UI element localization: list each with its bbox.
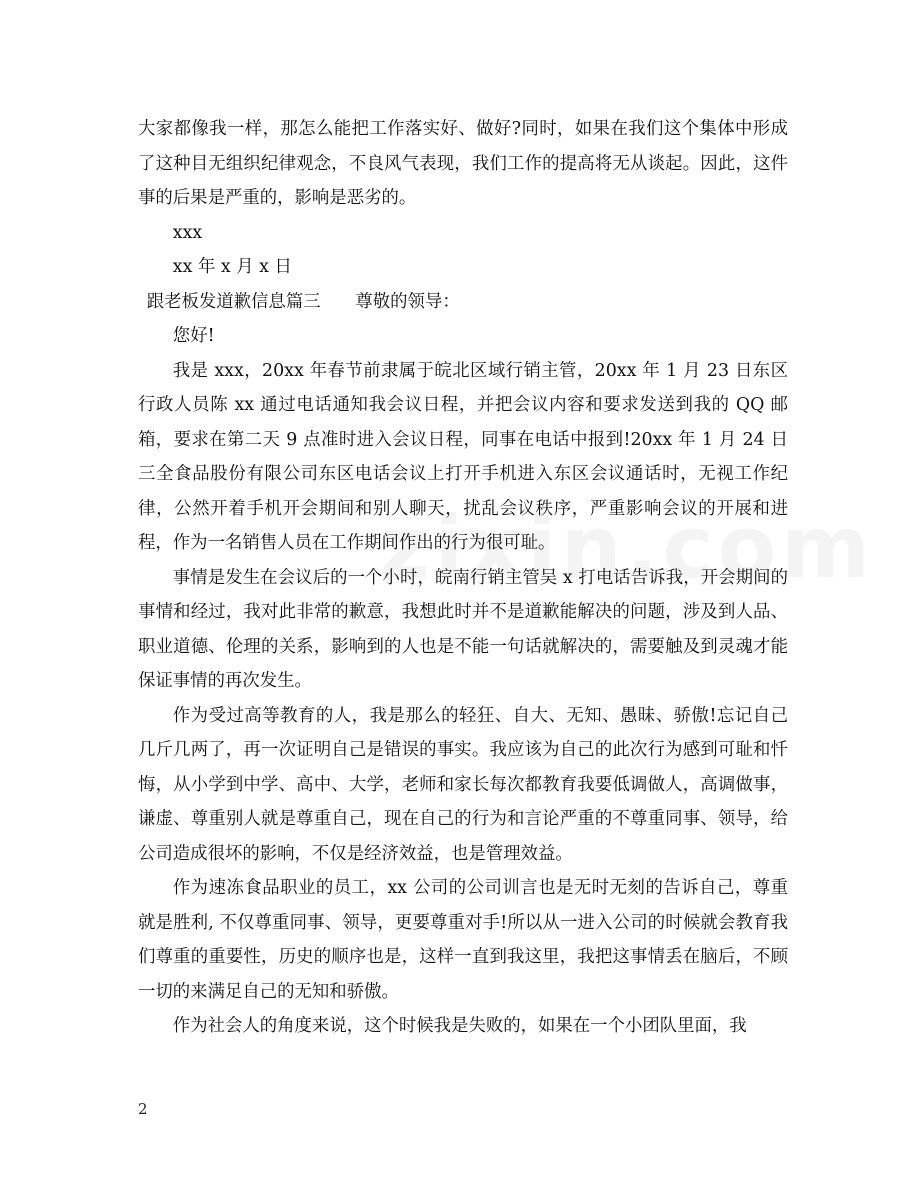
paragraph: 作为速冻食品职业的员工，xx 公司的公司训言也是无时无刻的告诉自己，尊重就是胜利, 不仅尊重同事、领导，更要尊重对手!所以从一进入公司的时候就会教育我们尊重的重要性，历史的顺序也是，这样一直到我这里，我把这事情丢在脑后，不顾一切的来满足自己的无知和骄傲。	[138, 878, 788, 1002]
signature-name: xxx	[172, 222, 203, 243]
paragraph: 事情是发生在会议后的一个小时，皖南行销主管吴 x 打电话告诉我，开会期间的事情和经过，我对此非常的歉意，我想此时并不是道歉能解决的问题，涉及到人品、职业道德、伦理的关系，影响到的人也是不能一句话就解决的，需要触及到灵魂才能保证事情的再次发生。	[138, 567, 788, 691]
paragraph: 作为社会人的角度来说，这个时候我是失败的，如果在一个小团队里面，我	[172, 1016, 747, 1036]
paragraph-continuation: 大家都像我一样，那怎么能把工作落实好、做好?同时，如果在我们这个集体中形成了这种目无组织纪律观念，不良风气表现，我们工作的提高将无从谈起。因此，这件事的后果是严重的，影响是恶劣的。	[138, 119, 788, 208]
paragraph: 作为受过高等教育的人，我是那么的轻狂、自大、无知、愚昧、骄傲!忘记自己几斤几两了，再一次证明自己是错误的事实。我应该为自己的此次行为感到可耻和忏悔，从小学到中学、高中、大学，老师和家长每次都教育我要低调做人，高调做事，谦虚、尊重别人就是尊重自己，现在自己的行为和言论严重的不尊重同事、领导，给公司造成很坏的影响，不仅是经济效益，也是管理效益。	[138, 705, 788, 864]
section-heading: 跟老板发道歉信息篇三 尊敬的领导：	[146, 291, 460, 312]
signature-date: xx 年 x 月 x 日	[172, 257, 292, 277]
paragraph: 我是 xxx，20xx 年春节前隶属于皖北区域行销主管，20xx 年 1 月 23 日东区行政人员陈 xx 通过电话通知我会议日程，并把会议内容和要求发送到我的 QQ 邮箱，要求在第二天 9 点准时进入会议日程，同事在电话中报到!20xx 年 1 月 24 日三全食品股份有限公司东区电话会议上打开手机进入东区会议通话时，无视工作纪律，公然开着手机开会期间和别人聊天，扰乱会议秩序，严重影响会议的开展和进程，作为一名销售人员在工作期间作出的行为很可耻。	[138, 360, 788, 553]
page-number: 2	[138, 1100, 148, 1118]
greeting: 您好!	[172, 326, 215, 346]
document-body	[138, 112, 788, 1044]
